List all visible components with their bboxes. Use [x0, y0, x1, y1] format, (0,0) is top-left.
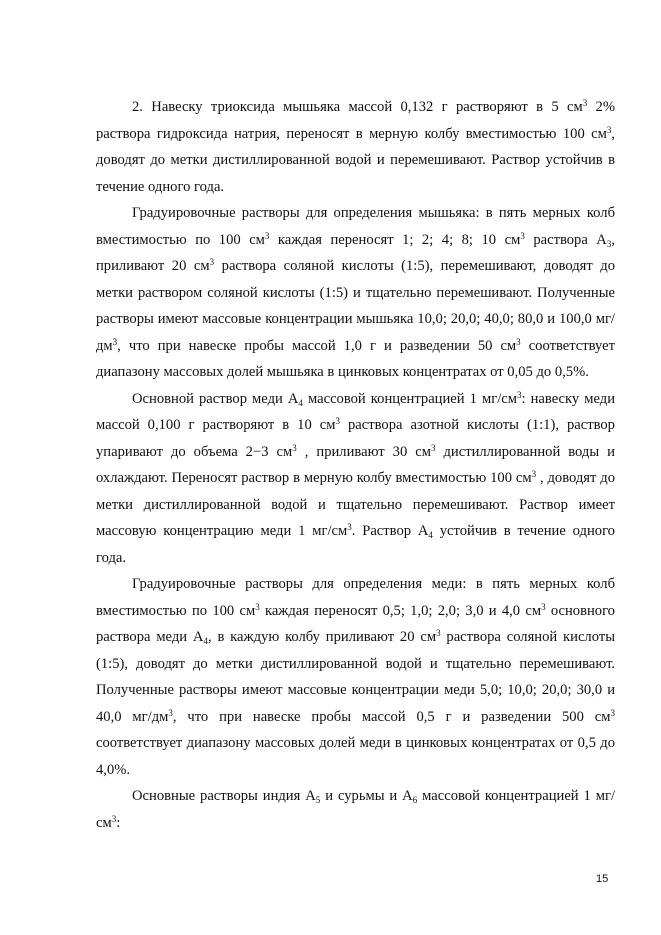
text-run: , приливают 20 см [96, 231, 616, 274]
superscript: 3 [292, 442, 297, 453]
text-run: массовой концентрацией 1 мг/см [96, 788, 616, 831]
paragraph-copper-calibration-solutions [96, 571, 615, 783]
text-run: каждая переносят 1; 2; 4; 8; 10 см [269, 231, 521, 248]
text-run: , в каждую колбу приливают 20 см [207, 629, 437, 645]
superscript: 3 [168, 707, 173, 718]
text-run: 2% раствора гидроксида натрия, переносят в мерную колбу вместимостью 100 см [96, 99, 615, 142]
superscript: 3 [517, 389, 522, 400]
text-run: и сурьмы и А [320, 788, 413, 804]
text-run: , что при навеске пробы массой 0,5 г и разведении 500 см [172, 708, 611, 725]
text-run: Градуировочные растворы для определения мышьяка: в пять мерных колб вместимостью по 100 см [96, 205, 615, 248]
text-run: , приливают 30 см [296, 443, 431, 460]
text-run: соответствует диапазону массовых долей мышьяка в цинковых концентратах от 0,05 до 0,5%. [96, 337, 616, 380]
text-run: , доводят до метки дистиллированной водой и перемешивают. Раствор устойчив в течение одного года. [96, 125, 615, 195]
subscript: 3 [606, 238, 612, 249]
subscript: 4 [428, 530, 433, 540]
text-run: каждая переносят 0,5; 1,0; 2,0; 3,0 и 4,0 см [259, 602, 542, 619]
text-run: массовой концентрацией 1 мг/см [302, 390, 517, 407]
subscript: 6 [412, 795, 418, 805]
text-run: раствора соляной кислоты (1:5), перемешивают, доводят до метки раствором соляной кислоты (1:5) и тщательно перемешивают. Полученные растворы имеют массовые концентрации мышьяка 10,0; 20,0; 40,0; 80,0 и 100,0 мг/дм [96, 258, 615, 354]
superscript: 3 [264, 230, 270, 241]
superscript: 3 [610, 707, 615, 718]
text-run: : [116, 814, 121, 831]
text-run: раствора соляной кислоты (1:5), доводят до метки дистиллированной водой и тщательно перемешивают. Полученные растворы имеют массовые концентрации меди 5,0; 10,0; 20,0; 30,0 и 40,0 мг/дм [96, 629, 615, 725]
text-run: основного раствора меди А [96, 602, 615, 645]
superscript: 3 [112, 336, 118, 347]
superscript: 3 [436, 628, 441, 638]
superscript: 3 [347, 522, 352, 532]
text-run: раствора А [524, 231, 607, 248]
superscript: 3 [541, 601, 546, 612]
text-run: 2. Навеску триоксида мышьяка массой 0,132 г растворяют в 5 см [132, 99, 583, 115]
superscript: 3 [606, 124, 612, 135]
text-run: Основной раствор меди А [132, 390, 299, 407]
page-number: 15 [596, 873, 609, 885]
superscript: 3 [520, 230, 525, 241]
superscript: 3 [209, 257, 215, 267]
paragraph-copper-stock-solution [96, 386, 615, 572]
text-run: , что при навеске пробы массой 1,0 г и разведении 50 см [117, 337, 517, 354]
superscript: 3 [430, 442, 436, 453]
superscript: 3 [111, 813, 117, 824]
subscript: 4 [298, 397, 303, 408]
text-run: Градуировочные растворы для определения меди: в пять мерных колб вместимостью по 100 см [96, 576, 615, 619]
paragraph-arsenic-stock-solution [96, 94, 615, 200]
text-run: : навеску меди массой 0,100 г растворяют в 10 см [96, 390, 616, 433]
text-run: . Раствор А [351, 523, 429, 539]
subscript: 4 [203, 636, 208, 646]
text-run: устойчив в течение одного года. [96, 523, 615, 566]
text-run: Основные растворы индия А [132, 788, 316, 804]
text-run: раствора азотной кислоты (1:1), раствор упаривают до объема 2−3 см [96, 417, 615, 460]
superscript: 3 [335, 416, 340, 426]
superscript: 3 [531, 469, 537, 479]
text-run: дистиллированной воды и охлаждают. Переносят раствор в мерную колбу вместимостью 100 см [96, 443, 615, 486]
superscript: 3 [516, 336, 521, 347]
superscript: 3 [582, 98, 588, 108]
paragraph-arsenic-calibration-solutions [96, 200, 615, 386]
subscript: 5 [315, 795, 321, 805]
document-body [96, 94, 615, 836]
text-run: , доводят до метки дистиллированной водой и тщательно перемешивают. Раствор имеет массовую концентрацию меди 1 мг/см [96, 470, 616, 539]
paragraph-indium-antimony-stock-solutions [96, 783, 615, 836]
superscript: 3 [255, 601, 260, 612]
text-run: соответствует диапазону массовых долей меди в цинковых концентратах от 0,5 до 4,0%. [96, 735, 615, 778]
